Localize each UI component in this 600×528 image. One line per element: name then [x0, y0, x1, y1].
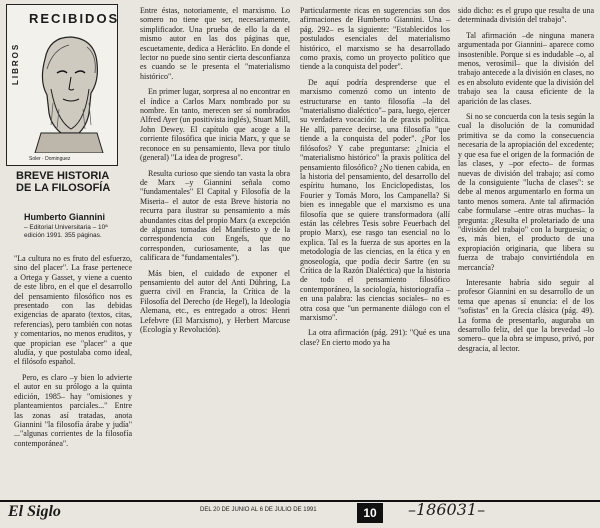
column-paragraph: De aquí podría desprenderse que el marxismo comenzó como un intento de estructurarse en tanto filosofía –la del "materialismo dialéctico"– para, luego, ejercer su verdadera vocación: la de praxis política. He allí, parece decirse, una filosofía "que tiende a la conquista del poder". ¿Por los filósofos? Y cabe preguntarse: ¿Inicia el "materialismo histórico" la praxis política del pensamiento filosófico? ¿No tienen cabida, en la historia del pensamiento, del desarrollo del espíritu humano, los Enciclopedistas, los Fourier y Tomás Moro, los Campanella? Si bien es innegable que el marxismo es una filosofía que se quiere transformadora (allí están las célebres Tesis sobre Feuerbach del propio Marx), ese rasgo tan esencial no lo explica. Tal es la fuerza de sus aportes en la metodología de las ciencias, en la ética y en gnoseología, que podía decir Sartre (en su Crítica de la Razón Dialéctica) que la historia de todo el pensamiento filosófico contemporáneo, la sociología, historiografía –en una palabra: las ciencias sociales– no es otra cosa que "un permanente diálogo con el marxismo". [300, 77, 450, 322]
column-paragraph: La otra afirmación (pág. 291): "Qué es una clase? En cierto modo ya ha [300, 328, 450, 347]
column-3 [300, 6, 450, 353]
column-paragraph: sido dicho: es el grupo que resulta de una determinada división del trabajo". [458, 6, 594, 25]
column-1 [14, 254, 132, 454]
newspaper-masthead: El Siglo [8, 503, 61, 520]
column-paragraph: Interesante habría sido seguir al profesor Giannini en su desarrollo de un tema que apenas sí enuncia: el de los "sofistas" en la Grecia clásica (pág. 49). La forma de presentarlo, auguraba un desarrollo feliz, del que la brevedad –lo somero– que la obra se impuso, privó, por desgracia, al lector. [458, 277, 594, 353]
column-2 [140, 6, 290, 340]
author-name: Humberto Giannini [24, 212, 105, 222]
column-paragraph: Pero, es claro –y bien lo advierte el autor en su prólogo a la quinta edición, 1985– hay "omisiones y planteamientos parciales..." Entre las zonas así tratadas, anota Giannini "la filosofía árabe y judía" ..."algunas corrientes de la filosofía contemporánea". [14, 372, 132, 448]
issue-date: DEL 20 DE JUNIO AL 6 DE JULIO DE 1991 [200, 507, 317, 513]
section-kicker: RECIBIDOS [29, 11, 120, 26]
column-paragraph: Tal afirmación –de ninguna manera argumentada por Giannini– aparece como insostenible. Porque si es indudable –o, al menos, verosímil– que la división del trabajo antecede a la división en clases, no es en absoluto evidente que la división del trabajo sea la causa eficiente de la aparición de las clases. [458, 30, 594, 106]
handwritten-archive-id: –186031– [408, 500, 486, 519]
page-number: 10 [357, 503, 383, 523]
column-paragraph: Entre éstas, notoriamente, el marxismo. Lo somero no tiene que ser, necesariamente, simplificador. Una prueba de ello la da el mismo autor en las dos páginas que, escuetamente, dedica a Heráclito. En donde el lector no puede sino sentir cierta desconfianza es cuando se le presenta el "materialismo histórico". [140, 6, 290, 81]
review-title: BREVE HISTORIA DE LA FILOSOFÍA [16, 170, 111, 194]
column-paragraph: Resulta curioso que siendo tan vasta la obra de Marx –y Giannini señala como "fundamentales" El Capital y Filosofía de la Miseria– el autor de esta Breve historia no recurra para ilustrar su pensamiento a más abundantes citas del propio Marx (a excepción de algunas tomadas del Manifiesto y de la correspondencia con Engels, que no corresponden, curiosamente, a las que calificara de "fundamentales"). [140, 168, 290, 263]
column-paragraph: "La cultura no es fruto del esfuerzo, sino del placer". La frase pertenece a Ortega y Gasset, y viene a cuento de este libro, en el que el desarrollo del pensamiento filosófico nos es presentado con las debidas exigencias de aparato (textos, citas, referencias), pero también con notas y comentarios, no menos eruditos, y que propician ese "placer" a que aludía, y que postulaba como ideal, el filósofo español. [14, 254, 132, 367]
footer-rule [0, 500, 600, 502]
column-paragraph: Más bien, el cuidado de exponer el pensamiento del autor del Anti Dühring, La guerra civil en Francia, la Crítica de la Filosofía del Derecho (de Hegel), la Ideología Alemana, etc., es entregado a otros: Henri Lefebvre (El Marxismo), y Herbert Marcuse (Ecología y Revolución). [140, 268, 290, 334]
column-4 [458, 6, 594, 359]
column-paragraph: Si no se concuerda con la tesis según la cual la disolución de la comunidad primitiva se da como la consecuencia necesaria de la apropiación del excedente; y que esa fue el origen de la formación de las clases, y –por efecto– de formas nuevas de división del trabajo; así como de la consiguiente "lucha de clases": se debe al menos argumentarlo en forma un tanto menos somera. Ante tal afirmación cabe formularse –entre otras muchas– la pregunta: ¿Resulta el proletariado de una "división del trabajo" con la burguesía; o es, más bien, el producto de una expropiación originaria, que libera su fuerza de trabajo convirtiéndola en mercancía? [458, 112, 594, 272]
imprint-info: – Editorial Universitaria – 10ª edición 1991. 355 páginas. [24, 224, 108, 239]
column-paragraph: En primer lugar, sorpresa al no encontrar en el índice a Carlos Marx nombrado por su nombre. En tanto, merecen ser sí nombrados Alfred Ayer (un positivista inglés), Stuart Mill, John Dewey. El capítulo que acoge a la corriente filosófica que inicia Marx, y que se reconoce en su pensamiento, lleva por título (general) "La idea de progreso". [140, 87, 290, 163]
section-side-label: LIBROS [11, 42, 20, 85]
portrait-illustration [27, 29, 111, 153]
section-header-box [6, 4, 118, 166]
column-paragraph: Particularmente ricas en sugerencias son dos afirmaciones de Humberto Giannini. Una –pág. 292– es la siguiente: "Establecidos los postulados esenciales del materialismo histórico, el marxismo se ha desarrollado como praxis, como un proyecto político que tiende a la conquista del poder". [300, 6, 450, 72]
illustration-credit: Soler · Dominguez [29, 156, 71, 162]
